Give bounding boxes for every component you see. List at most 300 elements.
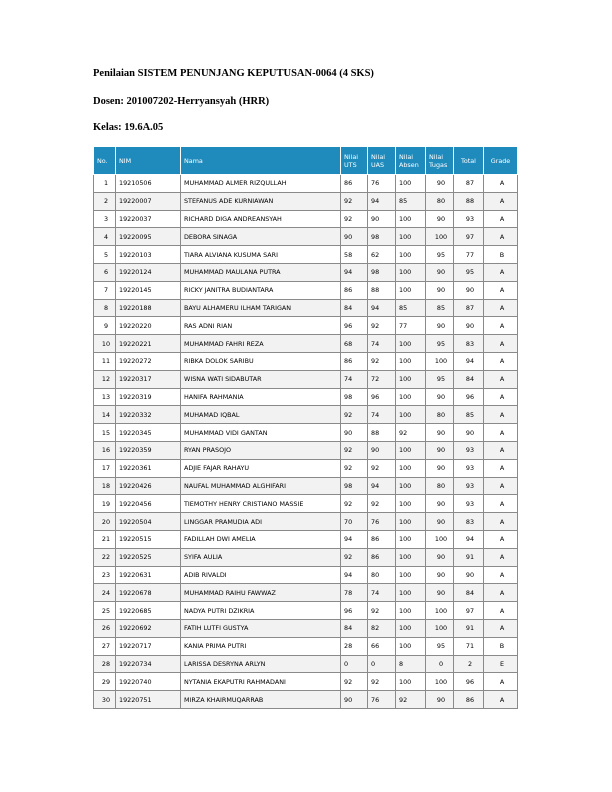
cell-uts: 90 — [341, 228, 368, 246]
cell-uas: 98 — [368, 228, 396, 246]
cell-absen: 100 — [396, 602, 426, 620]
cell-uas: 74 — [368, 335, 396, 353]
cell-nama: RIBKA DOLOK SARIBU — [181, 352, 341, 370]
cell-uas: 72 — [368, 370, 396, 388]
cell-nim: 19220220 — [116, 317, 181, 335]
cell-absen: 8 — [396, 655, 426, 673]
table-row — [94, 441, 518, 459]
cell-grade: A — [484, 566, 518, 584]
cell-absen: 85 — [396, 299, 426, 317]
table-row — [94, 459, 518, 477]
cell-grade: A — [484, 192, 518, 210]
cell-total: 2 — [454, 655, 484, 673]
cell-total: 87 — [454, 299, 484, 317]
cell-nama: MUHAMMAD RAIHU FAWWAZ — [181, 584, 341, 602]
header-uas-line1: Nilai — [371, 152, 386, 161]
cell-tugas: 90 — [426, 691, 454, 709]
cell-nim: 19220426 — [116, 477, 181, 495]
cell-no: 1 — [94, 175, 116, 193]
cell-total: 96 — [454, 673, 484, 691]
cell-nama: MUHAMMAD VIDI GANTAN — [181, 424, 341, 442]
cell-nama: ADJIE FAJAR RAHAYU — [181, 459, 341, 477]
cell-nim: 19220734 — [116, 655, 181, 673]
cell-nim: 19220515 — [116, 530, 181, 548]
cell-nim: 19220525 — [116, 548, 181, 566]
cell-grade: A — [484, 210, 518, 228]
cell-uas: 92 — [368, 317, 396, 335]
cell-absen: 100 — [396, 513, 426, 531]
cell-uas: 76 — [368, 691, 396, 709]
cell-uts: 98 — [341, 388, 368, 406]
cell-nim: 19220359 — [116, 441, 181, 459]
cell-uts: 94 — [341, 530, 368, 548]
cell-nim: 19220685 — [116, 602, 181, 620]
cell-no: 29 — [94, 673, 116, 691]
cell-absen: 100 — [396, 584, 426, 602]
cell-uas: 76 — [368, 513, 396, 531]
cell-no: 10 — [94, 335, 116, 353]
cell-total: 90 — [454, 281, 484, 299]
cell-no: 23 — [94, 566, 116, 584]
cell-nim: 19220103 — [116, 246, 181, 264]
table-row — [94, 317, 518, 335]
cell-grade: A — [484, 584, 518, 602]
table-row — [94, 228, 518, 246]
cell-grade: A — [484, 513, 518, 531]
cell-absen: 92 — [396, 691, 426, 709]
cell-uts: 86 — [341, 175, 368, 193]
cell-no: 8 — [94, 299, 116, 317]
cell-absen: 92 — [396, 424, 426, 442]
cell-total: 94 — [454, 530, 484, 548]
cell-uts: 68 — [341, 335, 368, 353]
cell-total: 94 — [454, 352, 484, 370]
cell-nama: LARISSA DESRYNA ARLYN — [181, 655, 341, 673]
cell-uas: 94 — [368, 477, 396, 495]
cell-total: 91 — [454, 548, 484, 566]
cell-uts: 74 — [341, 370, 368, 388]
cell-uas: 76 — [368, 175, 396, 193]
cell-tugas: 90 — [426, 513, 454, 531]
cell-tugas: 90 — [426, 281, 454, 299]
cell-total: 88 — [454, 192, 484, 210]
cell-uas: 94 — [368, 192, 396, 210]
cell-absen: 100 — [396, 228, 426, 246]
cell-grade: A — [484, 477, 518, 495]
header-uts-line1: Nilai — [344, 152, 359, 161]
cell-nama: FADILLAH DWI AMELIA — [181, 530, 341, 548]
cell-nim: 19220221 — [116, 335, 181, 353]
header-tugas — [426, 147, 454, 175]
cell-total: 90 — [454, 317, 484, 335]
cell-tugas: 90 — [426, 388, 454, 406]
cell-absen: 100 — [396, 388, 426, 406]
cell-absen: 100 — [396, 370, 426, 388]
cell-absen: 100 — [396, 175, 426, 193]
cell-nama: NADYA PUTRI DZIKRIA — [181, 602, 341, 620]
header-uas-line2: UAS — [371, 160, 385, 169]
cell-uts: 86 — [341, 352, 368, 370]
cell-tugas: 100 — [426, 602, 454, 620]
cell-total: 93 — [454, 210, 484, 228]
table-row — [94, 584, 518, 602]
cell-nama: RAS ADNI RIAN — [181, 317, 341, 335]
table-row — [94, 673, 518, 691]
cell-no: 22 — [94, 548, 116, 566]
cell-uas: 88 — [368, 424, 396, 442]
cell-nim: 19220007 — [116, 192, 181, 210]
cell-no: 11 — [94, 352, 116, 370]
cell-total: 95 — [454, 263, 484, 281]
cell-uas: 74 — [368, 406, 396, 424]
cell-nama: MIRZA KHAIRMUQARRAB — [181, 691, 341, 709]
header-nama: Nama — [181, 147, 341, 175]
table-row — [94, 370, 518, 388]
cell-total: 83 — [454, 335, 484, 353]
cell-total: 96 — [454, 388, 484, 406]
cell-no: 26 — [94, 619, 116, 637]
cell-no: 9 — [94, 317, 116, 335]
cell-nama: RICHARD DIGA ANDREANSYAH — [181, 210, 341, 228]
cell-tugas: 95 — [426, 637, 454, 655]
cell-uas: 96 — [368, 388, 396, 406]
grades-table — [93, 146, 518, 709]
table-row — [94, 548, 518, 566]
cell-nim: 19210506 — [116, 175, 181, 193]
table-row — [94, 281, 518, 299]
cell-uts: 92 — [341, 673, 368, 691]
cell-absen: 100 — [396, 441, 426, 459]
cell-grade: A — [484, 317, 518, 335]
cell-tugas: 100 — [426, 619, 454, 637]
cell-uts: 94 — [341, 566, 368, 584]
header-tugas-line1: Nilai — [429, 152, 444, 161]
cell-uts: 96 — [341, 602, 368, 620]
cell-total: 90 — [454, 424, 484, 442]
cell-tugas: 90 — [426, 317, 454, 335]
cell-total: 93 — [454, 441, 484, 459]
cell-grade: A — [484, 370, 518, 388]
table-row — [94, 406, 518, 424]
table-row — [94, 424, 518, 442]
cell-grade: E — [484, 655, 518, 673]
cell-uts: 92 — [341, 548, 368, 566]
cell-total: 85 — [454, 406, 484, 424]
cell-uas: 92 — [368, 673, 396, 691]
cell-total: 83 — [454, 513, 484, 531]
cell-absen: 100 — [396, 673, 426, 691]
cell-uts: 90 — [341, 424, 368, 442]
cell-no: 28 — [94, 655, 116, 673]
cell-uts: 90 — [341, 691, 368, 709]
cell-no: 5 — [94, 246, 116, 264]
cell-uts: 96 — [341, 317, 368, 335]
header-tugas-line2: Tugas — [429, 160, 448, 169]
cell-nama: RICKY JANITRA BUDIANTARA — [181, 281, 341, 299]
cell-grade: A — [484, 602, 518, 620]
cell-tugas: 100 — [426, 530, 454, 548]
table-row — [94, 691, 518, 709]
cell-nim: 19220692 — [116, 619, 181, 637]
cell-grade: A — [484, 691, 518, 709]
cell-tugas: 100 — [426, 673, 454, 691]
cell-tugas: 90 — [426, 263, 454, 281]
cell-total: 84 — [454, 370, 484, 388]
cell-tugas: 95 — [426, 335, 454, 353]
cell-total: 71 — [454, 637, 484, 655]
cell-nama: MUHAMMAD FAHRI REZA — [181, 335, 341, 353]
cell-uts: 70 — [341, 513, 368, 531]
class-line: Kelas: 19.6A.05 — [93, 122, 164, 133]
table-row — [94, 619, 518, 637]
cell-uas: 0 — [368, 655, 396, 673]
cell-uts: 58 — [341, 246, 368, 264]
header-total: Total — [454, 147, 484, 175]
cell-uts: 98 — [341, 477, 368, 495]
cell-uas: 86 — [368, 530, 396, 548]
cell-absen: 100 — [396, 619, 426, 637]
cell-tugas: 100 — [426, 352, 454, 370]
header-nim: NIM — [116, 147, 181, 175]
cell-grade: A — [484, 530, 518, 548]
table-row — [94, 299, 518, 317]
cell-grade: A — [484, 424, 518, 442]
header-no: No. — [94, 147, 116, 175]
cell-nim: 19220319 — [116, 388, 181, 406]
cell-uas: 92 — [368, 495, 396, 513]
table-row — [94, 655, 518, 673]
cell-nim: 19220145 — [116, 281, 181, 299]
cell-absen: 100 — [396, 210, 426, 228]
cell-no: 18 — [94, 477, 116, 495]
cell-tugas: 90 — [426, 548, 454, 566]
cell-nama: STEFANUS ADE KURNIAWAN — [181, 192, 341, 210]
table-row — [94, 637, 518, 655]
cell-tugas: 90 — [426, 424, 454, 442]
cell-grade: A — [484, 281, 518, 299]
cell-uas: 90 — [368, 210, 396, 228]
cell-nim: 19220678 — [116, 584, 181, 602]
cell-uts: 84 — [341, 619, 368, 637]
header-grade: Grade — [484, 147, 518, 175]
cell-uas: 74 — [368, 584, 396, 602]
cell-grade: A — [484, 673, 518, 691]
cell-uts: 94 — [341, 263, 368, 281]
cell-nama: FATIH LUTFI GUSTYA — [181, 619, 341, 637]
cell-total: 86 — [454, 691, 484, 709]
cell-no: 17 — [94, 459, 116, 477]
cell-tugas: 90 — [426, 566, 454, 584]
cell-absen: 100 — [396, 637, 426, 655]
cell-no: 4 — [94, 228, 116, 246]
cell-no: 30 — [94, 691, 116, 709]
cell-nim: 19220717 — [116, 637, 181, 655]
cell-tugas: 100 — [426, 228, 454, 246]
cell-nim: 19220188 — [116, 299, 181, 317]
cell-nim: 19220095 — [116, 228, 181, 246]
cell-uts: 92 — [341, 495, 368, 513]
cell-total: 97 — [454, 602, 484, 620]
cell-tugas: 80 — [426, 477, 454, 495]
cell-uas: 92 — [368, 602, 396, 620]
cell-nama: MUHAMMAD ALMER RIZQULLAH — [181, 175, 341, 193]
cell-nama: ADIB RIVALDI — [181, 566, 341, 584]
table-row — [94, 335, 518, 353]
cell-absen: 100 — [396, 281, 426, 299]
lecturer-line: Dosen: 201007202-Herryansyah (HRR) — [93, 96, 270, 107]
cell-nama: NYTANIA EKAPUTRI RAHMADANI — [181, 673, 341, 691]
cell-nim: 19220504 — [116, 513, 181, 531]
header-absen — [396, 147, 426, 175]
cell-total: 87 — [454, 175, 484, 193]
cell-grade: B — [484, 637, 518, 655]
cell-no: 25 — [94, 602, 116, 620]
cell-uas: 90 — [368, 441, 396, 459]
cell-total: 93 — [454, 459, 484, 477]
cell-grade: A — [484, 175, 518, 193]
cell-grade: A — [484, 406, 518, 424]
cell-grade: A — [484, 335, 518, 353]
cell-no: 7 — [94, 281, 116, 299]
cell-nim: 19220272 — [116, 352, 181, 370]
cell-absen: 100 — [396, 477, 426, 495]
cell-tugas: 80 — [426, 406, 454, 424]
cell-nama: WISNA WATI SIDABUTAR — [181, 370, 341, 388]
cell-tugas: 90 — [426, 584, 454, 602]
cell-grade: A — [484, 495, 518, 513]
table-row — [94, 263, 518, 281]
cell-nim: 19220456 — [116, 495, 181, 513]
cell-no: 27 — [94, 637, 116, 655]
cell-uts: 86 — [341, 281, 368, 299]
table-row — [94, 602, 518, 620]
header-absen-line2: Absen — [399, 160, 419, 169]
cell-uas: 82 — [368, 619, 396, 637]
cell-no: 24 — [94, 584, 116, 602]
cell-nama: DEBORA SINAGA — [181, 228, 341, 246]
table-row — [94, 210, 518, 228]
cell-nama: MUHAMMAD MAULANA PUTRA — [181, 263, 341, 281]
cell-no: 16 — [94, 441, 116, 459]
cell-grade: A — [484, 548, 518, 566]
table-body — [94, 175, 518, 709]
header-uts-line2: UTS — [344, 160, 357, 169]
cell-nim: 19220631 — [116, 566, 181, 584]
cell-uts: 84 — [341, 299, 368, 317]
table-row — [94, 566, 518, 584]
cell-total: 77 — [454, 246, 484, 264]
cell-no: 20 — [94, 513, 116, 531]
cell-tugas: 95 — [426, 370, 454, 388]
cell-total: 90 — [454, 566, 484, 584]
cell-absen: 77 — [396, 317, 426, 335]
cell-nama: SYIFA AULIA — [181, 548, 341, 566]
cell-uts: 92 — [341, 459, 368, 477]
cell-absen: 100 — [396, 548, 426, 566]
table-row — [94, 388, 518, 406]
table-row — [94, 246, 518, 264]
cell-no: 3 — [94, 210, 116, 228]
cell-uas: 92 — [368, 352, 396, 370]
table-row — [94, 175, 518, 193]
cell-total: 93 — [454, 495, 484, 513]
cell-no: 13 — [94, 388, 116, 406]
cell-tugas: 0 — [426, 655, 454, 673]
cell-uts: 92 — [341, 441, 368, 459]
cell-nim: 19220124 — [116, 263, 181, 281]
cell-nim: 19220361 — [116, 459, 181, 477]
cell-absen: 100 — [396, 530, 426, 548]
table-header-row — [94, 147, 518, 175]
cell-no: 12 — [94, 370, 116, 388]
cell-grade: A — [484, 263, 518, 281]
cell-absen: 85 — [396, 192, 426, 210]
cell-absen: 100 — [396, 566, 426, 584]
cell-tugas: 90 — [426, 495, 454, 513]
cell-absen: 100 — [396, 352, 426, 370]
cell-tugas: 90 — [426, 441, 454, 459]
cell-grade: A — [484, 228, 518, 246]
cell-grade: A — [484, 388, 518, 406]
cell-uas: 66 — [368, 637, 396, 655]
cell-nama: KANIA PRIMA PUTRI — [181, 637, 341, 655]
cell-nim: 19220345 — [116, 424, 181, 442]
cell-total: 91 — [454, 619, 484, 637]
cell-grade: A — [484, 619, 518, 637]
cell-absen: 100 — [396, 406, 426, 424]
cell-no: 21 — [94, 530, 116, 548]
cell-nama: HANIFA RAHMANIA — [181, 388, 341, 406]
cell-uas: 92 — [368, 459, 396, 477]
cell-absen: 100 — [396, 459, 426, 477]
cell-absen: 100 — [396, 246, 426, 264]
cell-grade: B — [484, 246, 518, 264]
cell-no: 19 — [94, 495, 116, 513]
cell-uts: 28 — [341, 637, 368, 655]
table-row — [94, 530, 518, 548]
cell-nim: 19220332 — [116, 406, 181, 424]
cell-nama: BAYU ALHAMERU ILHAM TARIGAN — [181, 299, 341, 317]
cell-nama: MUHAMAD IQBAL — [181, 406, 341, 424]
cell-absen: 100 — [396, 263, 426, 281]
table-row — [94, 495, 518, 513]
cell-nim: 19220740 — [116, 673, 181, 691]
cell-tugas: 95 — [426, 246, 454, 264]
cell-uts: 0 — [341, 655, 368, 673]
cell-uas: 98 — [368, 263, 396, 281]
cell-uas: 80 — [368, 566, 396, 584]
cell-grade: A — [484, 352, 518, 370]
cell-total: 93 — [454, 477, 484, 495]
cell-uts: 92 — [341, 192, 368, 210]
cell-grade: A — [484, 299, 518, 317]
header-absen-line1: Nilai — [399, 152, 414, 161]
cell-nama: NAUFAL MUHAMMAD ALGHIFARI — [181, 477, 341, 495]
cell-tugas: 90 — [426, 210, 454, 228]
cell-tugas: 85 — [426, 299, 454, 317]
cell-grade: A — [484, 459, 518, 477]
cell-uas: 62 — [368, 246, 396, 264]
cell-nama: LINGGAR PRAMUDIA ADI — [181, 513, 341, 531]
table-row — [94, 477, 518, 495]
cell-tugas: 80 — [426, 192, 454, 210]
cell-uts: 92 — [341, 210, 368, 228]
cell-no: 6 — [94, 263, 116, 281]
cell-nim: 19220751 — [116, 691, 181, 709]
table-row — [94, 513, 518, 531]
cell-total: 84 — [454, 584, 484, 602]
header-uts — [341, 147, 368, 175]
